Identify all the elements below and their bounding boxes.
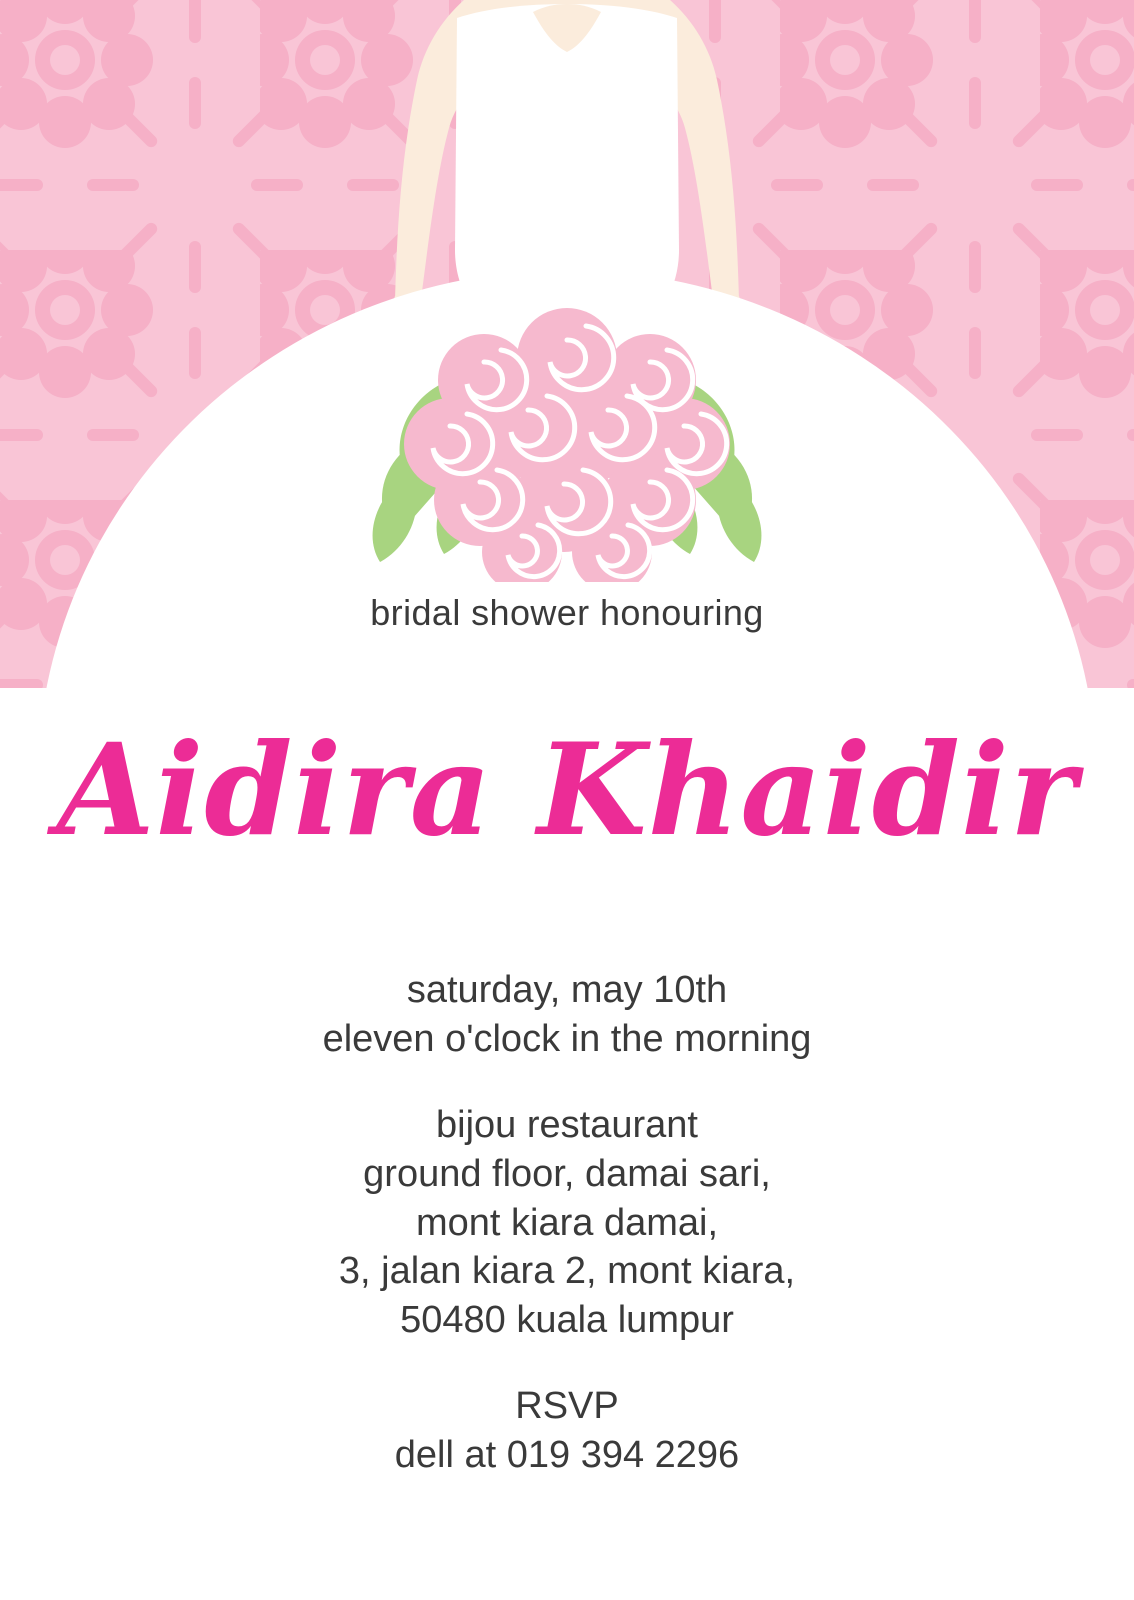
rsvp-label: RSVP <box>515 1385 619 1428</box>
time-line: eleven o'clock in the morning <box>322 1017 812 1060</box>
date-line: saturday, may 10th <box>406 969 728 1011</box>
honouring-line: bridal shower honouring <box>370 592 764 633</box>
venue-line-4: 3, jalan kiara 2, mont kiara, <box>338 1250 796 1293</box>
rsvp-group <box>0 1382 1134 1479</box>
bride-name: Aidira Khaidir <box>56 716 1078 864</box>
venue-line-3: mont kiara damai, <box>415 1201 718 1244</box>
venue-line-1: bijou restaurant <box>436 1104 698 1147</box>
event-details <box>0 966 1134 1480</box>
venue-line-2: ground floor, damai sari, <box>363 1152 771 1195</box>
rsvp-contact: dell at 019 394 2296 <box>394 1434 740 1476</box>
venue-group <box>0 1101 1134 1344</box>
date-time-group <box>0 966 1134 1063</box>
venue-line-5: 50480 kuala lumpur <box>400 1298 734 1341</box>
